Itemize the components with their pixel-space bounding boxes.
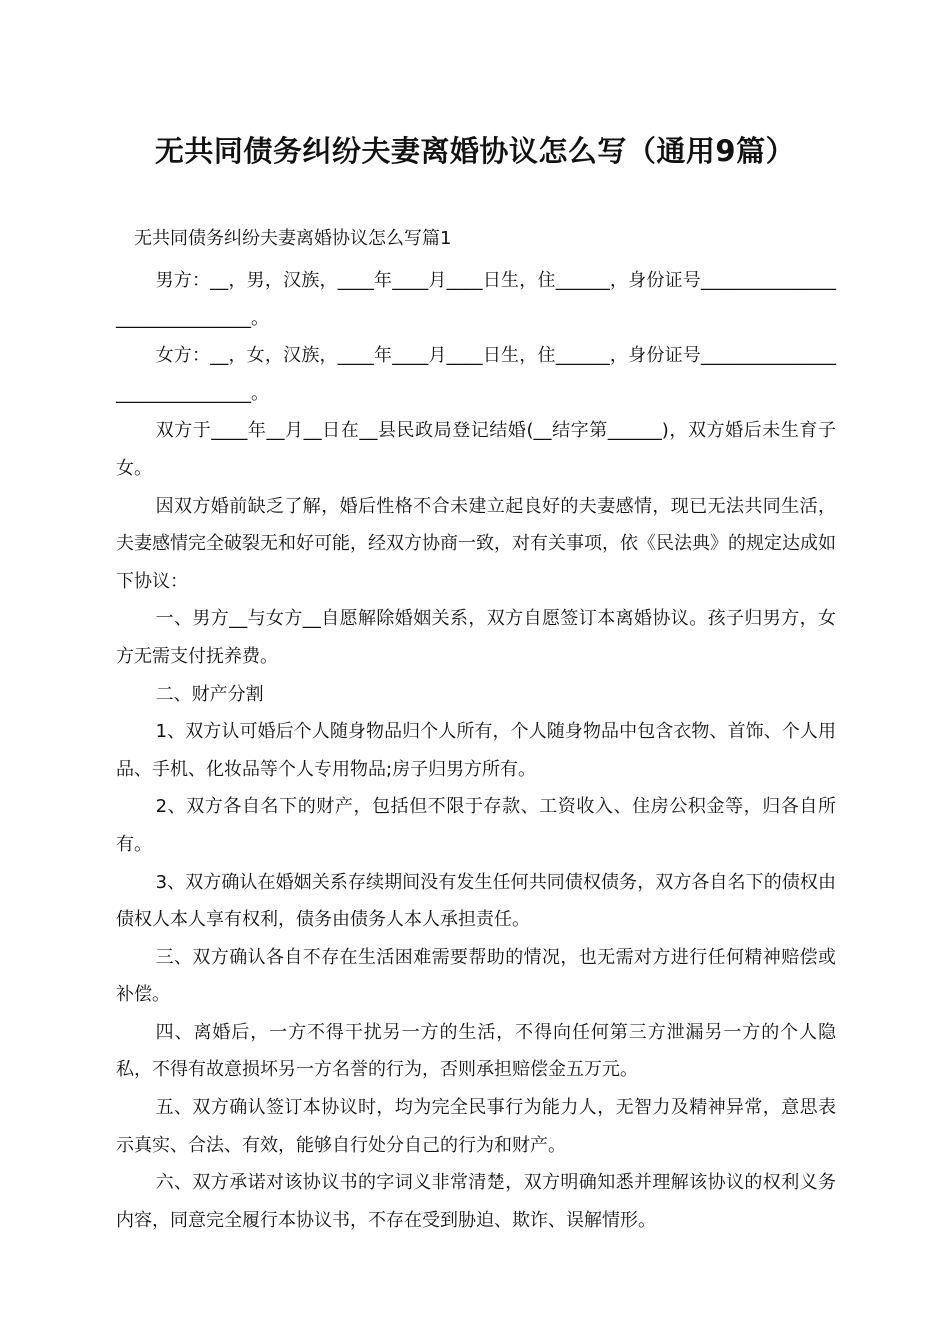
section-title: 无共同债务纠纷夫妻离婚协议怎么写篇1 [134, 228, 452, 249]
paragraph-clause-2-heading: 二、财产分割 [155, 683, 264, 705]
paragraph-property-3: 3、双方确认在婚姻关系存续期间没有发生任何共同债权债务，双方各自名下的债权由债权人本人享有权利，债务由债务人本人承担责任。 [116, 871, 836, 931]
paragraph-male-party: 男方：__，男，汉族，____年____月____日生，住______，身份证号______________________________。 [116, 270, 836, 329]
paragraph-clause-6: 六、双方承诺对该协议书的字词义非常清楚，双方明确知悉并理解该协议的权利义务内容，同意完全履行本协议书，不存在受到胁迫、欺诈、误解情形。 [116, 1172, 836, 1231]
paragraph-reason: 因双方婚前缺乏了解，婚后性格不合未建立起良好的夫妻感情，现已无法共同生活，夫妻感情完全破裂无和好可能，经双方协商一致，对有关事项，依《民法典》的规定达成如下协议： [116, 495, 836, 592]
document-title: 无共同债务纠纷夫妻离婚协议怎么写（通用9篇） [154, 134, 796, 168]
paragraph-property-2: 2、双方各自名下的财产，包括但不限于存款、工资收入、住房公积金等，归各自所有。 [116, 796, 836, 855]
paragraph-female-party: 女方：__，女，汉族，____年____月____日生，住______，身份证号______________________________。 [116, 345, 836, 404]
paragraph-marriage-registration: 双方于____年__月__日在__县民政局登记结婚(__结字第______)，双方婚后未生育子女。 [116, 420, 836, 479]
paragraph-clause-5: 五、双方确认签订本协议时，均为完全民事行为能力人，无智力及精神异常，意思表示真实、合法、有效，能够自行处分自己的行为和财产。 [116, 1097, 836, 1156]
paragraph-clause-4: 四、离婚后，一方不得干扰另一方的生活，不得向任何第三方泄漏另一方的个人隐私，不得有故意损坏另一方名誉的行为，否则承担赔偿金五万元。 [116, 1021, 836, 1081]
paragraph-clause-1: 一、男方__与女方__自愿解除婚姻关系，双方自愿签订本离婚协议。孩子归男方，女方无需支付抚养费。 [116, 608, 836, 667]
paragraph-clause-3: 三、双方确认各自不存在生活困难需要帮助的情况，也无需对方进行任何精神赔偿或补偿。 [116, 946, 836, 1006]
paragraph-property-1: 1、双方认可婚后个人随身物品归个人所有，个人随身物品中包含衣物、首饰、个人用品、手机、化妆品等个人专用物品;房子归男方所有。 [116, 721, 836, 780]
document-body [116, 262, 836, 1239]
